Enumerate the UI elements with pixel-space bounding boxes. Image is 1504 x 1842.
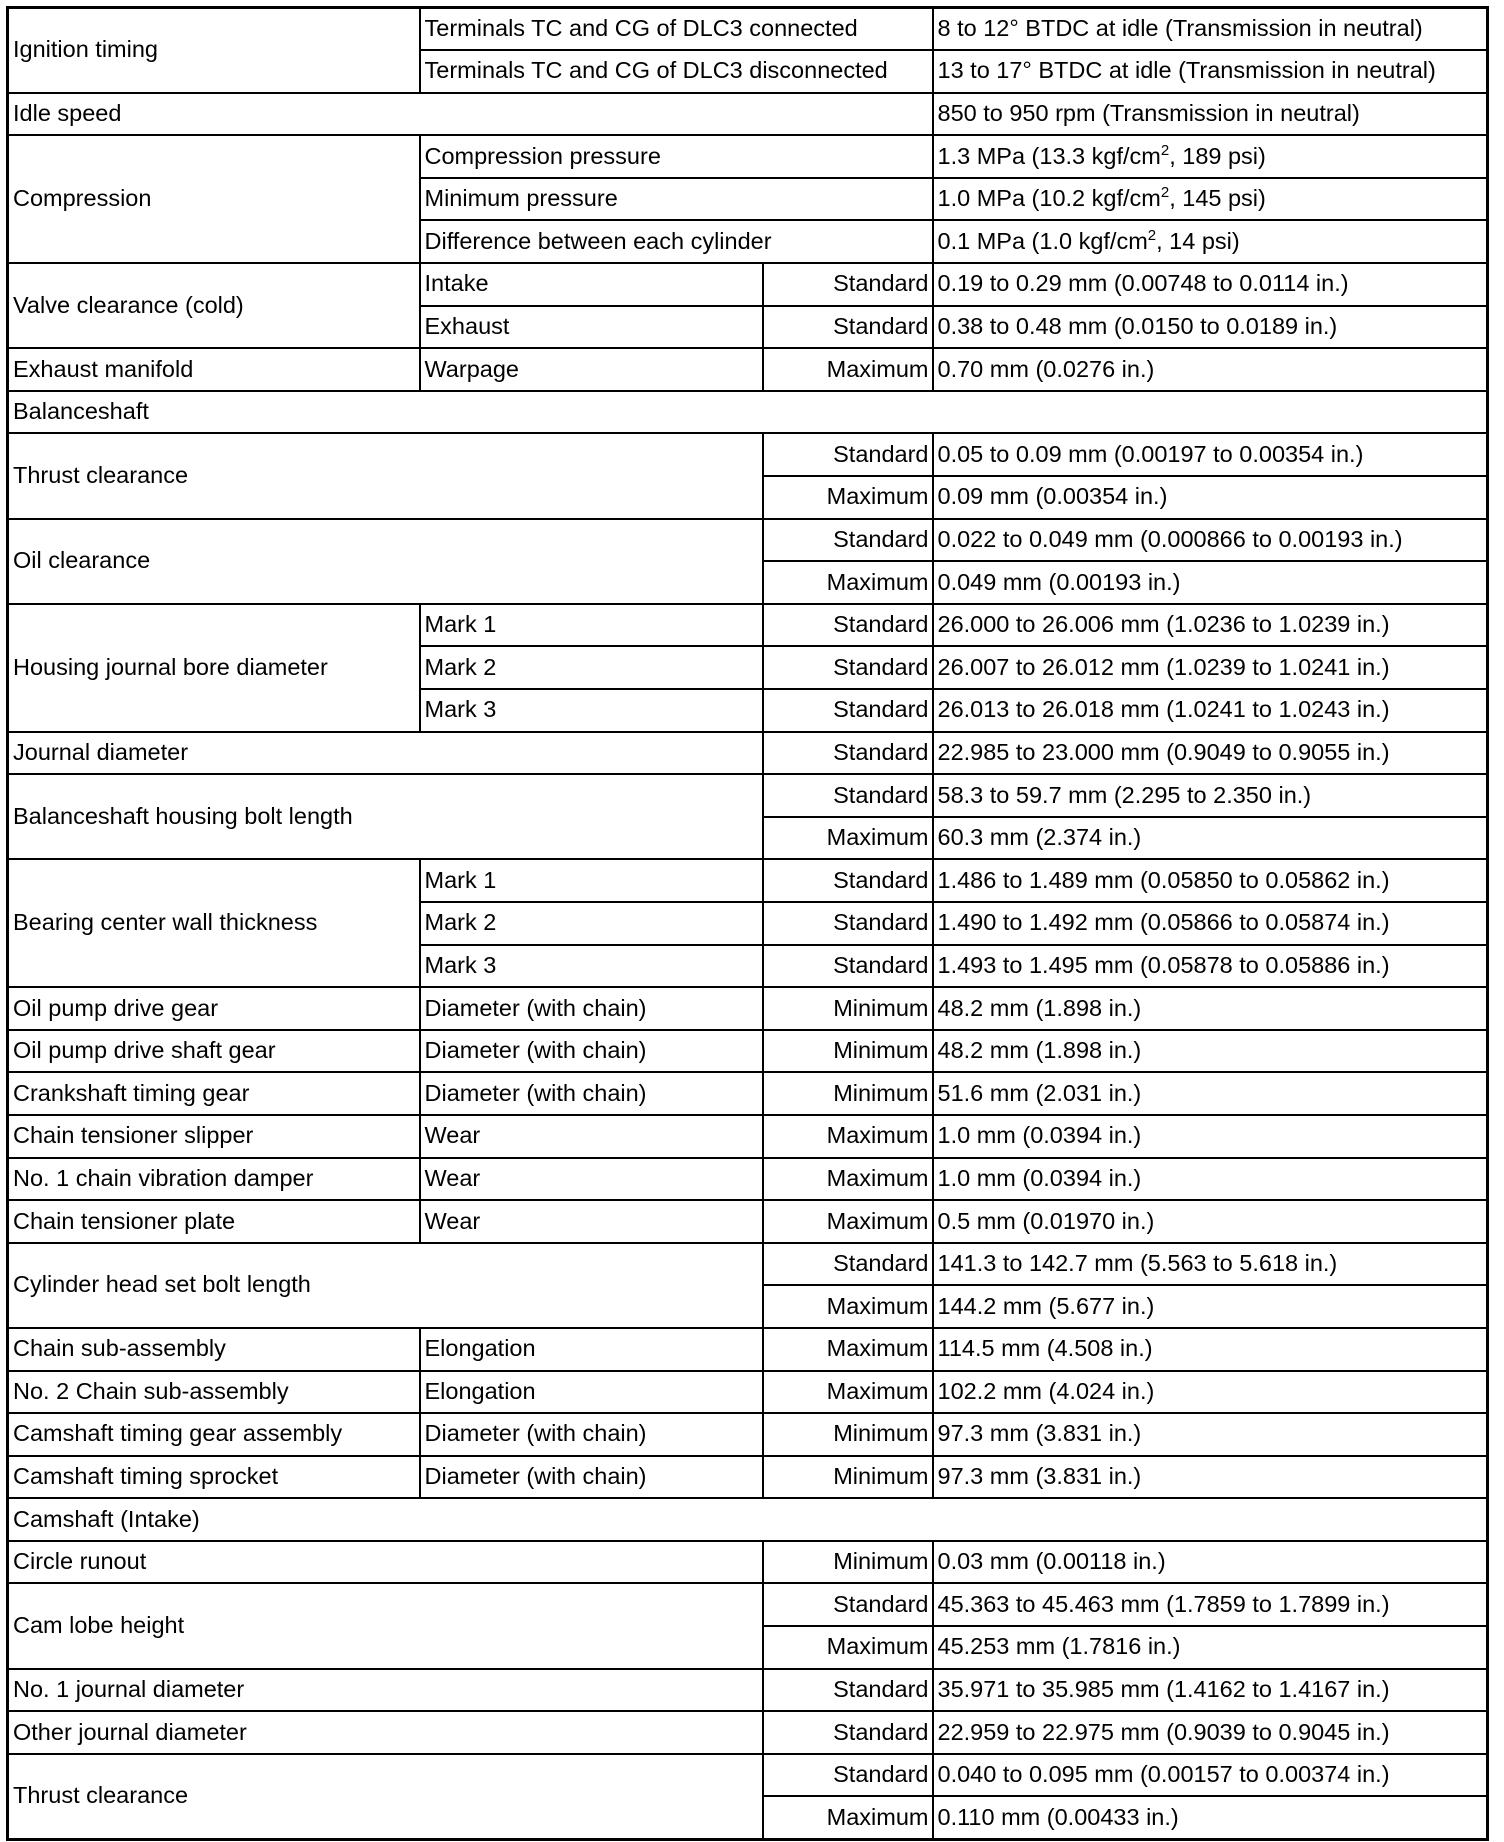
detail-cell: Terminals TC and CG of DLC3 connected: [420, 8, 933, 51]
value-cell: 0.09 mm (0.00354 in.): [933, 476, 1488, 519]
item-cell: No. 2 Chain sub-assembly: [8, 1371, 420, 1414]
item-cell: Crankshaft timing gear: [8, 1072, 420, 1115]
value-cell: 35.971 to 35.985 mm (1.4162 to 1.4167 in.): [933, 1669, 1488, 1712]
value-text: 0.1 MPa (1.0 kgf/cm: [937, 227, 1148, 254]
value-cell: 22.959 to 22.975 mm (0.9039 to 0.9045 in.): [933, 1711, 1488, 1754]
grade-cell: Standard: [763, 306, 933, 349]
item-cell: Cam lobe height: [8, 1583, 763, 1668]
value-cell: 26.000 to 26.006 mm (1.0236 to 1.0239 in.): [933, 604, 1488, 647]
value-cell: 97.3 mm (3.831 in.): [933, 1413, 1488, 1456]
grade-cell: Standard: [763, 774, 933, 817]
table-row: [8, 433, 1488, 476]
grade-cell: Minimum: [763, 987, 933, 1030]
superscript: 2: [1160, 184, 1170, 202]
value-cell: 0.70 mm (0.0276 in.): [933, 348, 1488, 391]
value-text: , 145 psi): [1169, 185, 1266, 212]
detail-cell: Diameter (with chain): [420, 1456, 763, 1499]
table-row: [8, 8, 1488, 51]
grade-cell: Maximum: [763, 1796, 933, 1839]
value-cell: 48.2 mm (1.898 in.): [933, 1030, 1488, 1073]
table-row: [8, 1030, 1488, 1073]
value-text: 1.0 MPa (10.2 kgf/cm: [937, 185, 1161, 212]
table-row: [8, 1413, 1488, 1456]
grade-cell: Maximum: [763, 476, 933, 519]
grade-cell: Maximum: [763, 1200, 933, 1243]
detail-cell: Wear: [420, 1115, 763, 1158]
table-row: [8, 1115, 1488, 1158]
value-cell: 26.007 to 26.012 mm (1.0239 to 1.0241 in.): [933, 646, 1488, 689]
value-text: , 14 psi): [1156, 227, 1240, 254]
table-row: [8, 859, 1488, 902]
grade-cell: Standard: [763, 902, 933, 945]
item-cell: Valve clearance (cold): [8, 263, 420, 348]
table-row: [8, 263, 1488, 306]
detail-cell: Minimum pressure: [420, 178, 933, 221]
section-row: [8, 391, 1488, 434]
table-row: [8, 135, 1488, 178]
item-cell: Cylinder head set bolt length: [8, 1243, 763, 1328]
grade-cell: Standard: [763, 945, 933, 988]
table-row: [8, 1072, 1488, 1115]
detail-cell: Mark 3: [420, 689, 763, 732]
grade-cell: Standard: [763, 646, 933, 689]
item-cell: Oil clearance: [8, 519, 763, 604]
detail-cell: Mark 1: [420, 859, 763, 902]
grade-cell: Standard: [763, 1711, 933, 1754]
value-cell: 45.253 mm (1.7816 in.): [933, 1626, 1488, 1669]
value-cell: 26.013 to 26.018 mm (1.0241 to 1.0243 in.): [933, 689, 1488, 732]
value-cell: 1.0 mm (0.0394 in.): [933, 1115, 1488, 1158]
item-cell: Balanceshaft housing bolt length: [8, 774, 763, 859]
table-row: [8, 1371, 1488, 1414]
table-row: [8, 604, 1488, 647]
value-cell: [933, 178, 1488, 221]
detail-cell: Difference between each cylinder: [420, 220, 933, 263]
item-cell: No. 1 chain vibration damper: [8, 1158, 420, 1201]
value-cell: 22.985 to 23.000 mm (0.9049 to 0.9055 in.): [933, 732, 1488, 775]
item-cell: Thrust clearance: [8, 433, 763, 518]
value-cell: 114.5 mm (4.508 in.): [933, 1328, 1488, 1371]
grade-cell: Standard: [763, 1754, 933, 1797]
grade-cell: Maximum: [763, 1158, 933, 1201]
value-cell: 0.110 mm (0.00433 in.): [933, 1796, 1488, 1839]
detail-cell: Wear: [420, 1158, 763, 1201]
value-cell: 1.486 to 1.489 mm (0.05850 to 0.05862 in.): [933, 859, 1488, 902]
value-cell: 144.2 mm (5.677 in.): [933, 1285, 1488, 1328]
table-row: [8, 774, 1488, 817]
grade-cell: Minimum: [763, 1456, 933, 1499]
value-cell: [933, 135, 1488, 178]
table-row: [8, 732, 1488, 775]
value-cell: 51.6 mm (2.031 in.): [933, 1072, 1488, 1115]
table-row: [8, 1754, 1488, 1797]
grade-cell: Standard: [763, 1243, 933, 1286]
table-row: [8, 1669, 1488, 1712]
grade-cell: Minimum: [763, 1030, 933, 1073]
grade-cell: Maximum: [763, 348, 933, 391]
grade-cell: Minimum: [763, 1541, 933, 1584]
grade-cell: Minimum: [763, 1413, 933, 1456]
detail-cell: Intake: [420, 263, 763, 306]
detail-cell: Compression pressure: [420, 135, 933, 178]
table-row: [8, 1583, 1488, 1626]
value-cell: 48.2 mm (1.898 in.): [933, 987, 1488, 1030]
table-row: [8, 1541, 1488, 1584]
table-row: [8, 519, 1488, 562]
table-row: [8, 1243, 1488, 1286]
grade-cell: Maximum: [763, 1115, 933, 1158]
item-cell: Exhaust manifold: [8, 348, 420, 391]
table-row: [8, 1158, 1488, 1201]
item-cell: Housing journal bore diameter: [8, 604, 420, 732]
detail-cell: Terminals TC and CG of DLC3 disconnected: [420, 50, 933, 93]
grade-cell: Standard: [763, 433, 933, 476]
grade-cell: Standard: [763, 859, 933, 902]
grade-cell: Standard: [763, 604, 933, 647]
value-cell: 45.363 to 45.463 mm (1.7859 to 1.7899 in.): [933, 1583, 1488, 1626]
value-cell: 58.3 to 59.7 mm (2.295 to 2.350 in.): [933, 774, 1488, 817]
grade-cell: Maximum: [763, 561, 933, 604]
grade-cell: Standard: [763, 519, 933, 562]
grade-cell: Maximum: [763, 817, 933, 860]
item-cell: Chain tensioner slipper: [8, 1115, 420, 1158]
detail-cell: Diameter (with chain): [420, 1413, 763, 1456]
item-cell: Bearing center wall thickness: [8, 859, 420, 987]
table-row: [8, 987, 1488, 1030]
detail-cell: Wear: [420, 1200, 763, 1243]
value-cell: 141.3 to 142.7 mm (5.563 to 5.618 in.): [933, 1243, 1488, 1286]
value-text: , 189 psi): [1169, 142, 1266, 169]
table-row: [8, 1328, 1488, 1371]
value-cell: 0.049 mm (0.00193 in.): [933, 561, 1488, 604]
value-cell: 0.022 to 0.049 mm (0.000866 to 0.00193 in.): [933, 519, 1488, 562]
item-cell: Oil pump drive shaft gear: [8, 1030, 420, 1073]
value-cell: 102.2 mm (4.024 in.): [933, 1371, 1488, 1414]
table-row: [8, 1456, 1488, 1499]
item-cell: Oil pump drive gear: [8, 987, 420, 1030]
item-cell: Chain sub-assembly: [8, 1328, 420, 1371]
value-text: 1.3 MPa (13.3 kgf/cm: [937, 142, 1161, 169]
grade-cell: Maximum: [763, 1328, 933, 1371]
value-cell: 0.38 to 0.48 mm (0.0150 to 0.0189 in.): [933, 306, 1488, 349]
item-cell: Compression: [8, 135, 420, 263]
grade-cell: Maximum: [763, 1626, 933, 1669]
grade-cell: Standard: [763, 689, 933, 732]
detail-cell: Elongation: [420, 1371, 763, 1414]
value-cell: 0.03 mm (0.00118 in.): [933, 1541, 1488, 1584]
grade-cell: Standard: [763, 263, 933, 306]
value-cell: [933, 220, 1488, 263]
value-cell: 60.3 mm (2.374 in.): [933, 817, 1488, 860]
section-heading: Camshaft (Intake): [8, 1498, 1488, 1541]
grade-cell: Standard: [763, 1583, 933, 1626]
grade-cell: Standard: [763, 1669, 933, 1712]
detail-cell: Warpage: [420, 348, 763, 391]
table-row: [8, 93, 1488, 136]
specification-table: [6, 6, 1489, 1841]
item-cell: Journal diameter: [8, 732, 763, 775]
value-cell: 0.040 to 0.095 mm (0.00157 to 0.00374 in.): [933, 1754, 1488, 1797]
value-cell: 0.05 to 0.09 mm (0.00197 to 0.00354 in.): [933, 433, 1488, 476]
grade-cell: Standard: [763, 732, 933, 775]
section-heading: Balanceshaft: [8, 391, 1488, 434]
value-cell: 97.3 mm (3.831 in.): [933, 1456, 1488, 1499]
detail-cell: Mark 3: [420, 945, 763, 988]
value-cell: 1.493 to 1.495 mm (0.05878 to 0.05886 in.): [933, 945, 1488, 988]
detail-cell: Diameter (with chain): [420, 1072, 763, 1115]
item-cell: Thrust clearance: [8, 1754, 763, 1839]
table-row: [8, 1711, 1488, 1754]
detail-cell: Mark 1: [420, 604, 763, 647]
value-cell: 0.5 mm (0.01970 in.): [933, 1200, 1488, 1243]
detail-cell: Diameter (with chain): [420, 987, 763, 1030]
detail-cell: Elongation: [420, 1328, 763, 1371]
section-row: [8, 1498, 1488, 1541]
item-cell: Circle runout: [8, 1541, 763, 1584]
detail-cell: Diameter (with chain): [420, 1030, 763, 1073]
detail-cell: Exhaust: [420, 306, 763, 349]
item-cell: Chain tensioner plate: [8, 1200, 420, 1243]
value-cell: 1.490 to 1.492 mm (0.05866 to 0.05874 in.): [933, 902, 1488, 945]
value-cell: 0.19 to 0.29 mm (0.00748 to 0.0114 in.): [933, 263, 1488, 306]
detail-cell: Mark 2: [420, 902, 763, 945]
item-cell: Camshaft timing gear assembly: [8, 1413, 420, 1456]
item-cell: Camshaft timing sprocket: [8, 1456, 420, 1499]
value-cell: 13 to 17° BTDC at idle (Transmission in neutral): [933, 50, 1488, 93]
item-cell: No. 1 journal diameter: [8, 1669, 763, 1712]
value-cell: 850 to 950 rpm (Transmission in neutral): [933, 93, 1488, 136]
grade-cell: Maximum: [763, 1285, 933, 1328]
table-row: [8, 1200, 1488, 1243]
grade-cell: Maximum: [763, 1371, 933, 1414]
superscript: 2: [1160, 141, 1170, 159]
superscript: 2: [1147, 227, 1157, 245]
item-cell: Ignition timing: [8, 8, 420, 93]
table-row: [8, 348, 1488, 391]
grade-cell: Minimum: [763, 1072, 933, 1115]
value-cell: 8 to 12° BTDC at idle (Transmission in neutral): [933, 8, 1488, 51]
value-cell: 1.0 mm (0.0394 in.): [933, 1158, 1488, 1201]
item-cell: Idle speed: [8, 93, 933, 136]
detail-cell: Mark 2: [420, 646, 763, 689]
item-cell: Other journal diameter: [8, 1711, 763, 1754]
